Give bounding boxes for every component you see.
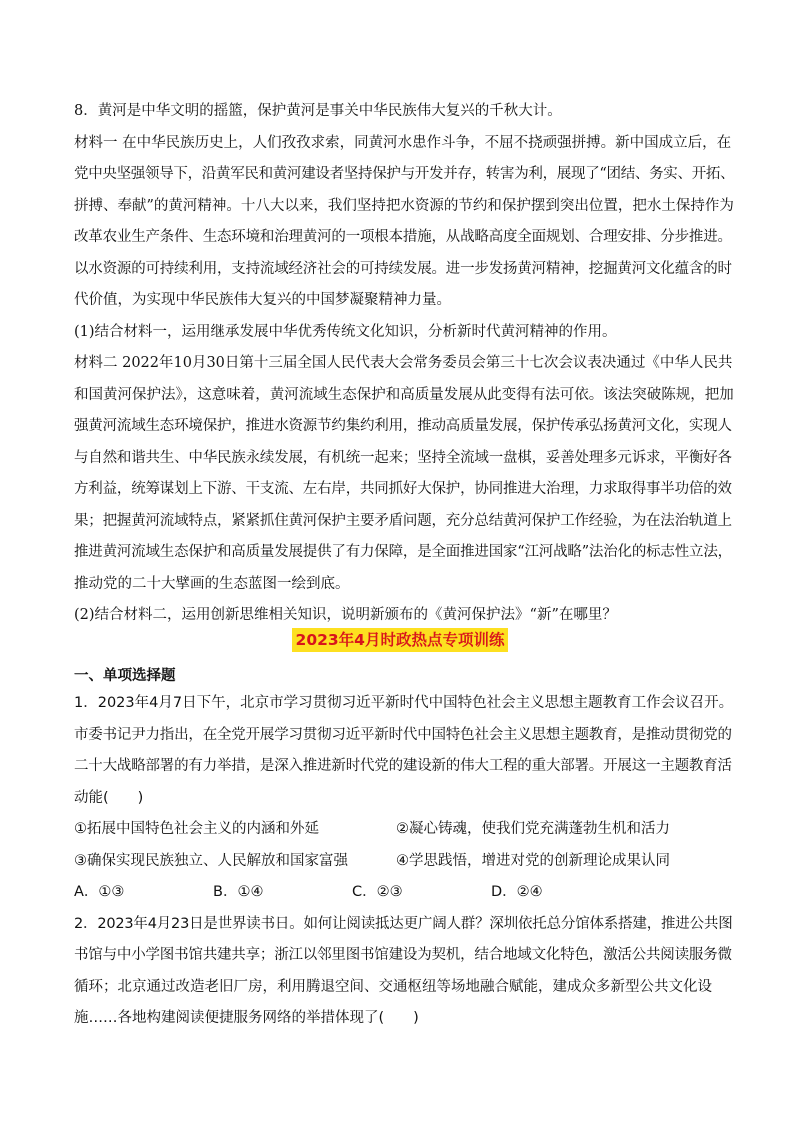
material-1 [74, 128, 734, 317]
material-1-line: 以水资源的可持续利用，支持流域经济社会的可持续发展。进一步发扬黄河精神，挖掘黄河文化蕴含的时 [74, 260, 732, 277]
material-1-line: 材料一 在中华民族历史上，人们孜孜求索，同黄河水患作斗争，不屈不挠顽强拼搏。新中国成立后，在 [74, 134, 732, 151]
option-2: ②凝心铸魂，使我们党充满蓬勃生机和活力 [396, 821, 670, 837]
sub-question-1: (1)结合材料一，运用继承发展中华优秀传统文化知识，分析新时代黄河精神的作用。 [74, 323, 617, 340]
question-1-stem-line: 市委书记尹力指出，在全党开展学习贯彻习近平新时代中国特色社会主义思想主题教育，是推动贯彻党的 [74, 726, 732, 743]
sub-question-2: (2)结合材料二，运用创新思维相关知识，说明新颁布的《黄河保护法》“新”在哪里？ [74, 607, 617, 623]
question-1-choices [74, 877, 734, 909]
material-2-line: 推动党的二十大擘画的生态蓝图一绘到底。 [74, 575, 350, 592]
material-2-line: 材料二 2022年10月30日第十三届全国人民代表大会常务委员会第三十七次会议表决通过《中华人民共 [74, 355, 733, 371]
question-2 [74, 909, 734, 1035]
question-1-options [74, 814, 734, 877]
choice-d: D．②④ [491, 884, 543, 900]
question-2-stem-line: 施……各地构建阅读便捷服务网络的举措体现了( ) [74, 1010, 419, 1026]
question-1 [74, 688, 734, 909]
material-2-line: 和国黄河保护法》，这意味着，黄河流域生态保护和高质量发展从此变得有法可依。该法突破陈规，把加 [74, 386, 734, 403]
choice-a: A．①③ [74, 884, 125, 900]
material-1-line: 改革农业生产条件、生态环境和治理黄河的一项根本措施，从战略高度全面规划、合理安排、分步推进。 [74, 229, 732, 245]
banner-title: 2023年4月时政热点专项训练 [292, 628, 509, 652]
option-1: ①拓展中国特色社会主义的内涵和外延 [74, 821, 319, 837]
material-1-line: 党中央坚强领导下，沿黄军民和黄河建设者坚持保护与开发并存，转害为利，展现了“团结、务实、开拓、 [74, 166, 735, 182]
choice-c: C．②③ [352, 884, 403, 900]
question-2-stem-line: 书馆与中小学图书馆共建共享；浙江以邻里图书馆建设为契机，结合地域文化特色，激活公共阅读服务微 [74, 947, 732, 963]
choice-b: B．①④ [213, 884, 264, 900]
material-2-line: 推进黄河流域生态保护和高质量发展提供了有力保障，是全面推进国家“江河战略”法治化的标志性立法， [74, 544, 732, 560]
practice-section [74, 664, 734, 1035]
question-2-stem-line: 2．2023年4月23日是世界读书日。如何让阅读抵达更广阔人群？深圳依托总分馆体系搭建，推进公共图 [74, 915, 733, 932]
material-2-line: 与自然和谐共生、中华民族永续发展，有机统一起来；坚持全流域一盘棋，妥善处理多元诉求，平衡好各 [74, 449, 732, 466]
question-8 [74, 96, 734, 632]
material-1-line: 拼搏、奉献”的黄河精神。十八大以来，我们坚持把水资源的节约和保护摆到突出位置，把水土保持作为 [74, 197, 734, 214]
banner [0, 628, 800, 652]
option-4: ④学思践悟，增进对党的创新理论成果认同 [396, 852, 670, 869]
question-2-stem-line: 循环；北京通过改造老旧厂房，利用腾退空间、交通枢纽等场地融合赋能，建成众多新型公共文化设 [74, 978, 712, 995]
material-2 [74, 348, 734, 600]
material-2-line: 强黄河流域生态环境保护，推进水资源节约集约利用，推动高质量发展，保护传承弘扬黄河文化，实现人 [74, 418, 732, 434]
question-1-stem-line: 二十大战略部署的有力举措，是深入推进新时代党的建设新的伟大工程的重大部署。开展这一主题教育活 [74, 758, 732, 774]
material-1-line: 代价值，为实现中华民族伟大复兴的中国梦凝聚精神力量。 [74, 292, 451, 308]
question-1-stem-line: 1．2023年4月7日下午，北京市学习贯彻习近平新时代中国特色社会主义思想主题教育工作会议召开。 [74, 695, 734, 711]
question-1-stem-line: 动能( ) [74, 789, 144, 806]
section-heading: 一、单项选择题 [74, 668, 176, 684]
material-2-line: 果；把握黄河流域特点，紧紧抓住黄河保护主要矛盾问题，充分总结黄河保护工作经验，为在法治轨道上 [74, 512, 732, 529]
question-8-stem: 8．黄河是中华文明的摇篮，保护黄河是事关中华民族伟大复兴的千秋大计。 [74, 103, 562, 119]
option-3: ③确保实现民族独立、人民解放和国家富强 [74, 852, 348, 869]
material-2-line: 方利益，统筹谋划上下游、干支流、左右岸，共同抓好大保护，协同推进大治理，力求取得事半功倍的效 [74, 481, 732, 497]
